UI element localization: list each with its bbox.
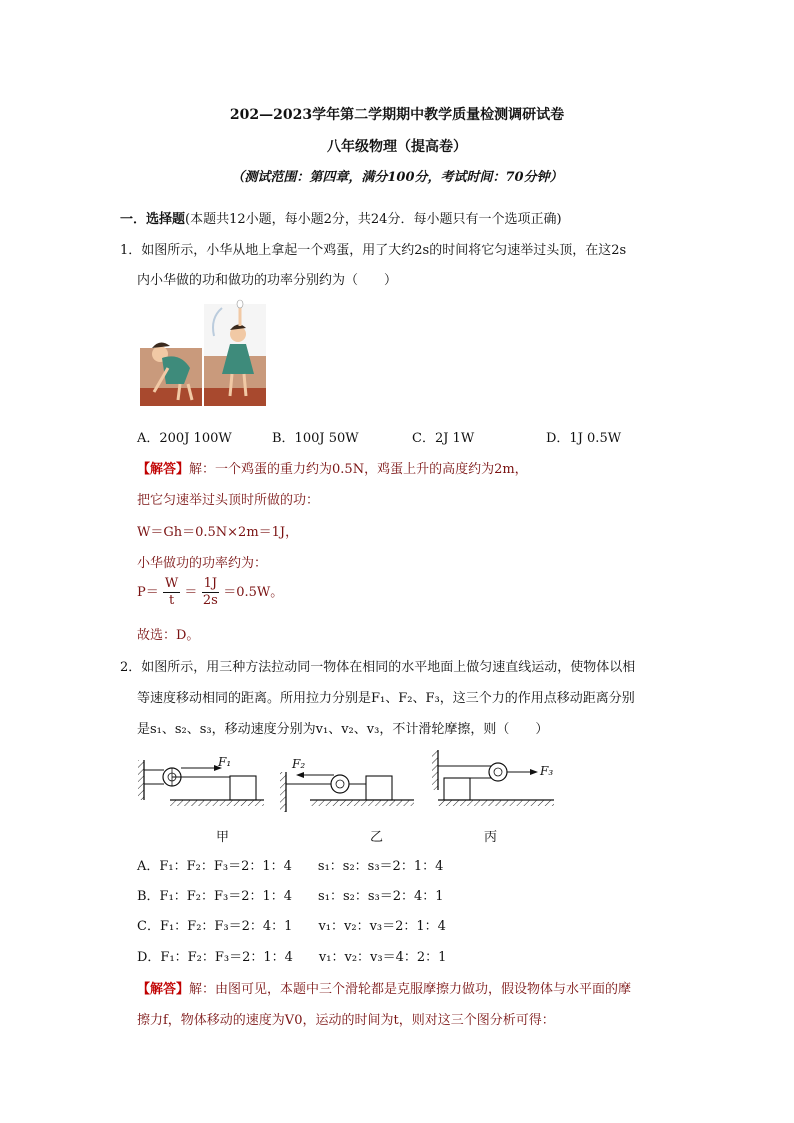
q1-stem-line1: 1．如图所示，小华从地上拿起一个鸡蛋，用了大约2s的时间将它匀速举过头顶，在这2s [120,243,627,258]
answer-tag: 【解答】 [137,462,190,477]
q1-power-formula [137,576,283,609]
force-label-f1: F₁ [218,755,232,769]
fraction-numerator: 1J [203,576,218,591]
q1-answer-text1: 解：一个鸡蛋的重力约为0.5N，鸡蛋上升的高度约为2m， [189,462,528,477]
diagram-jia [138,760,264,806]
q1-answer-line1 [137,458,528,477]
q1-answer-line4: 小华做功的功率约为： [137,556,268,571]
force-label-f3: F₃ [540,764,554,778]
q2-option-b: B．F₁：F₂：F₃＝2：1：4 s₁：s₂：s₃＝2：4：1 [137,889,444,904]
q2-stem-line3: 是s₁、s₂、s₃，移动速度分别为v₁、v₂、v₃，不计滑轮摩擦，则（ ） [137,722,549,737]
diagram-label-yi: 乙 [370,830,384,845]
q1-option-c: C．2J 1W [412,431,475,446]
formula-lhs: P＝ [137,585,159,600]
q1-option-a: A．200J 100W [137,431,232,446]
q1-option-d: D．1J 0.5W [546,431,622,446]
q2-stem-line2: 等速度移动相同的距离。所用拉力分别是F₁、F₂、F₃，这三个力的作用点移动距离分别 [137,691,635,706]
q2-answer-line1 [137,978,631,997]
girl-lifting-egg-illustration [140,296,266,408]
diagram-label-jia: 甲 [216,830,230,845]
diagram-bing [432,750,554,806]
pulley-diagrams [134,750,594,818]
fraction-denominator: t [168,593,175,608]
exam-title: 202—2023学年第二学期期中教学质量检测调研试卷 [229,107,565,123]
exam-subtitle: 八年级物理（提高卷） [327,139,467,155]
force-label-f2: F₂ [292,757,306,771]
q1-answer-line2: 把它匀速举过头顶时所做的功： [137,493,320,508]
section-note: (本题共12小题，每小题2分，共24分．每小题只有一个选项正确) [185,212,562,227]
q2-stem-line1: 2．如图所示，用三种方法拉动同一物体在相同的水平地面上做匀速直线运动，使物体以相 [120,660,636,675]
fraction-1j-over-2s [202,576,219,609]
exam-scope: （测试范围：第四章，满分100分，考试时间：70分钟） [231,170,563,185]
q2-option-c: C．F₁：F₂：F₃＝2：4：1 v₁：v₂：v₃＝2：1：4 [137,919,446,934]
section-heading [120,208,562,227]
q2-answer-line2: 擦力f，物体移动的速度为V0，运动的时间为t，则对这三个图分析可得： [137,1013,555,1028]
section-title: 一．选择题 [120,212,186,227]
q2-option-a: A．F₁：F₂：F₃＝2：1：4 s₁：s₂：s₃＝2：1：4 [137,859,444,874]
diagram-yi [280,772,414,812]
q1-option-b: B．100J 50W [272,431,359,446]
q1-stem-line2: 内小华做的功和做功的功率分别约为（ ） [137,273,398,288]
diagram-label-bing: 丙 [484,830,498,845]
fraction-numerator: W [164,576,179,591]
fraction-denominator: 2s [202,593,218,608]
fraction-w-over-t [163,576,180,609]
q2-answer-text1: 解：由图可见，本题中三个滑轮都是克服摩擦力做功，假设物体与水平面的摩 [189,982,632,997]
q1-answer-line3: W＝Gh＝0.5N×2m＝1J， [137,525,299,540]
q2-option-d: D．F₁：F₂：F₃＝2：1：4 v₁：v₂：v₃＝4：2：1 [137,950,447,965]
q1-answer-choice: 故选：D。 [137,628,200,643]
answer-tag: 【解答】 [137,982,190,997]
formula-rhs: ＝0.5W。 [223,585,284,600]
formula-equals: ＝ [184,585,198,600]
